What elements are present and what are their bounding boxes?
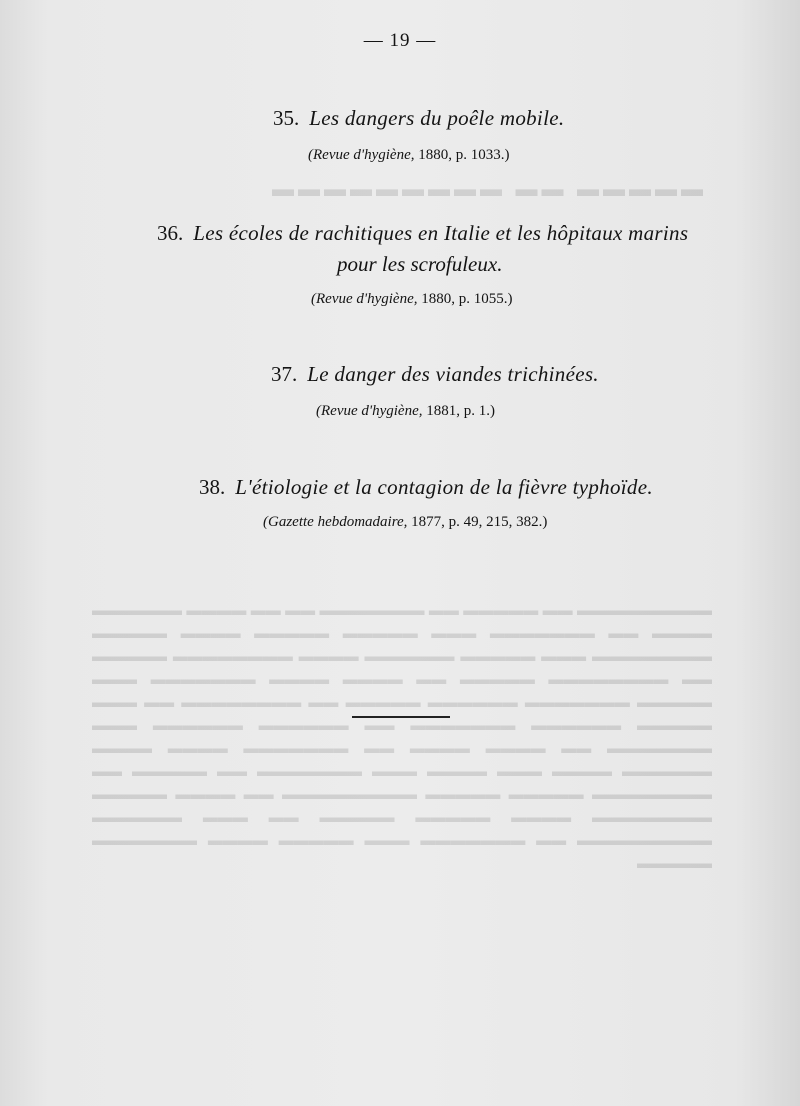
citation-details: 1881, p. 1.) bbox=[422, 403, 495, 419]
entry-number: 35. bbox=[273, 106, 300, 130]
entry-number: 37. bbox=[271, 362, 298, 386]
show-through-heading-shape: ▬▬▬▬▬ ▬▬ ▬▬▬▬▬▬▬▬▬ bbox=[268, 176, 703, 201]
entry-36-title bbox=[157, 221, 688, 246]
entry-title-text: Le danger des viandes trichinées. bbox=[307, 362, 599, 386]
entry-title-text: Les dangers du poêle mobile. bbox=[309, 106, 565, 130]
entry-title-text: L'étiologie et la contagion de la fièvre typhoïde. bbox=[235, 475, 653, 499]
show-through-paragraph-shape: ▬▬▬▬▬▬▬▬▬ ▬▬ ▬▬▬▬▬ ▬▬ ▬▬▬▬▬▬▬ ▬▬ ▬▬ ▬▬▬▬ ▬▬▬▬▬▬ ▬▬▬▬ ▬▬ ▬▬▬▬▬▬▬ ▬▬▬ ▬▬▬▬▬ ▬▬▬▬▬ ▬▬▬▬ ▬▬▬▬▬ ▬▬▬▬▬▬▬▬ ▬▬▬ ▬▬▬▬▬ ▬▬▬▬▬▬ ▬▬▬▬ ▬▬▬▬▬▬▬▬ ▬▬▬▬▬ ▬▬ ▬▬▬▬▬▬▬▬ ▬▬▬▬▬ ▬▬ ▬▬▬▬ ▬▬▬▬ ▬▬▬▬▬▬▬ ▬▬▬ ▬▬▬▬▬ ▬▬▬▬▬▬▬ ▬▬▬▬▬▬ ▬▬▬▬▬ ▬▬ ▬▬▬▬▬▬▬▬ ▬▬ ▬▬▬ ▬▬▬▬▬ ▬▬▬▬▬▬ ▬▬▬▬▬▬▬ ▬▬ ▬▬▬▬▬▬ ▬▬▬▬▬▬ ▬▬▬ ▬▬▬▬▬▬▬ ▬▬ ▬▬▬▬ ▬▬▬▬ ▬▬ ▬▬▬▬▬▬▬ ▬▬▬▬ ▬▬▬▬ ▬▬▬▬▬▬ ▬▬▬▬ ▬▬▬ ▬▬▬▬ ▬▬▬ ▬▬▬▬▬▬▬ ▬▬ ▬▬▬▬▬ ▬▬ ▬▬▬▬▬▬▬▬ ▬▬▬▬▬ ▬▬▬▬▬ ▬▬▬▬▬▬▬▬▬ ▬▬ ▬▬▬▬ ▬▬▬▬▬ ▬▬▬▬▬▬▬▬ ▬▬▬▬ ▬▬▬▬▬ ▬▬▬▬▬ ▬▬ ▬▬▬ ▬▬▬▬▬▬ ▬▬▬▬▬▬▬▬▬ ▬▬ ▬▬▬▬▬▬▬ ▬▬▬ ▬▬▬▬▬ ▬▬▬▬ ▬▬▬▬▬▬▬ ▬▬▬▬▬ bbox=[92, 603, 712, 872]
entry-35-citation bbox=[308, 147, 509, 164]
citation-details: 1877, p. 49, 215, 382.) bbox=[407, 514, 548, 530]
entry-title-text: Les écoles de rachitiques en Italie et les hôpitaux marins bbox=[193, 221, 689, 245]
entry-37-citation bbox=[316, 403, 495, 420]
entry-38-title bbox=[199, 475, 653, 500]
page-number: — 19 — bbox=[363, 30, 437, 51]
entry-number: 38. bbox=[199, 475, 226, 499]
citation-journal: (Revue d'hygiène, bbox=[308, 147, 415, 163]
section-divider-rule bbox=[352, 716, 450, 718]
entry-35-title bbox=[273, 106, 564, 131]
entry-37-title bbox=[271, 362, 599, 387]
citation-journal: (Revue d'hygiène, bbox=[316, 403, 423, 419]
entry-38-citation bbox=[263, 514, 547, 531]
entry-number: 36. bbox=[157, 221, 184, 245]
entry-36-citation bbox=[311, 291, 512, 308]
citation-journal: (Revue d'hygiène, bbox=[311, 291, 418, 307]
citation-details: 1880, p. 1055.) bbox=[417, 291, 513, 307]
citation-journal: (Gazette hebdomadaire, bbox=[263, 514, 408, 530]
citation-details: 1880, p. 1033.) bbox=[414, 147, 510, 163]
entry-36-title-continued: pour les scrofuleux. bbox=[337, 252, 503, 276]
